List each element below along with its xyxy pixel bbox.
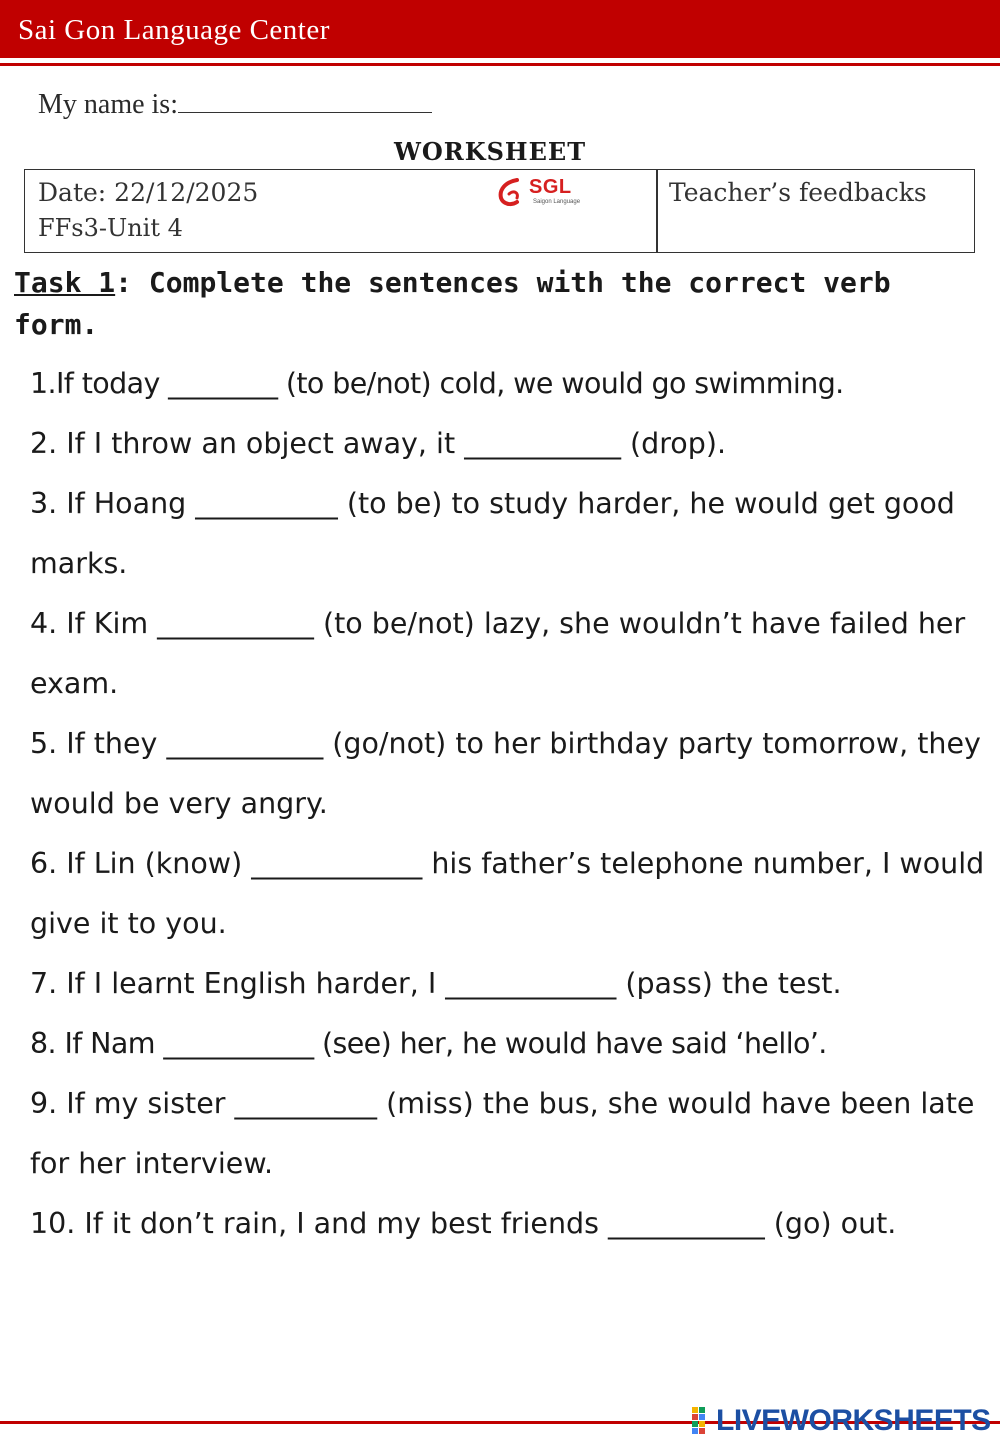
logo-subtext: Saigon Language — [533, 199, 581, 205]
question-9[interactable]: 9. If my sister __________ (miss) the bus, she would have been late for her interview. — [30, 1087, 984, 1180]
feedback-label: Teacher’s feedbacks — [669, 178, 927, 207]
task-instruction: : Complete the sentences with the correct verb form. — [14, 266, 891, 341]
sgl-swirl-icon — [495, 176, 525, 210]
liveworksheets-squares-icon — [692, 1407, 714, 1435]
question-1[interactable]: 1.If today ________ (to be/not) cold, we would go swimming. — [30, 367, 844, 400]
header-bar — [0, 0, 1000, 58]
question-5[interactable]: 5. If they ___________ (go/not) to her birthday party tomorrow, they would be very angry. — [30, 727, 990, 820]
task-label: Task 1 — [14, 266, 116, 299]
header-rule — [0, 63, 1000, 66]
question-7[interactable]: 7. If I learnt English harder, I ____________ (pass) the test. — [30, 967, 842, 1000]
logo-text: SGL — [529, 176, 572, 198]
worksheet-title: WORKSHEET — [393, 137, 587, 166]
center-name: Sai Gon Language Center — [18, 14, 330, 46]
watermark-text: LIVEWORKSHEETS — [716, 1404, 991, 1437]
sgl-logo — [495, 174, 595, 210]
question-2[interactable]: 2. If I throw an object away, it ___________ (drop). — [30, 427, 727, 460]
question-10[interactable]: 10. If it don’t rain, I and my best friends ___________ (go) out. — [30, 1207, 897, 1240]
task-heading — [14, 262, 974, 346]
liveworksheets-logo — [692, 1402, 992, 1438]
question-list — [30, 354, 994, 1254]
question-4[interactable]: 4. If Kim ___________ (to be/not) lazy, she wouldn’t have failed her exam. — [30, 607, 975, 700]
question-8[interactable]: 8. If Nam ___________ (see) her, he would have said ‘hello’. — [30, 1027, 827, 1060]
name-blank[interactable] — [178, 88, 432, 113]
date-text: Date: 22/12/2025 — [38, 178, 259, 207]
question-6[interactable]: 6. If Lin (know) ____________ his father’s telephone number, I would give it to you. — [30, 847, 994, 940]
info-box — [24, 169, 975, 253]
box-divider — [656, 170, 658, 252]
unit-text: FFs3-Unit 4 — [38, 214, 183, 242]
name-label: My name is: — [38, 89, 178, 120]
question-3[interactable]: 3. If Hoang __________ (to be) to study harder, he would get good marks. — [30, 487, 964, 580]
student-name-line — [38, 88, 432, 121]
